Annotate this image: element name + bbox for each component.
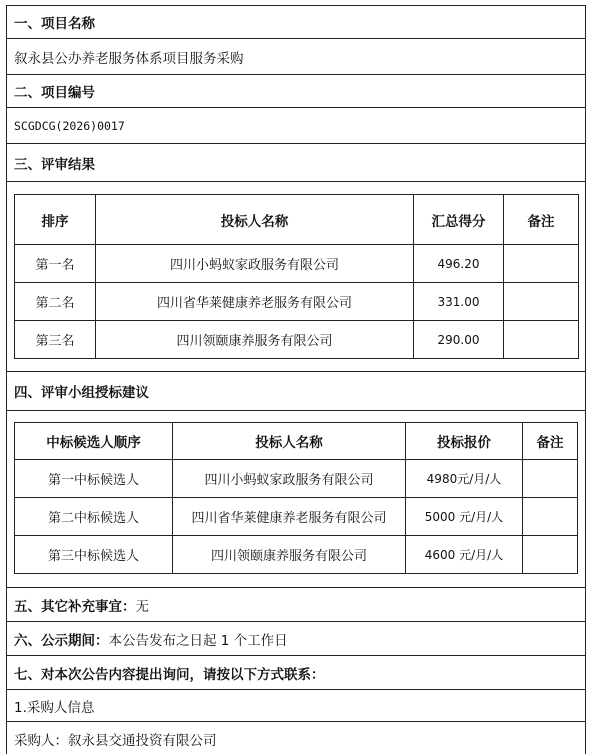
header-bidder-name: 投标人名称 (173, 423, 406, 460)
bidder-name-cell: 四川省华莱健康养老服务有限公司 (96, 283, 414, 321)
section-project-name-title (7, 6, 585, 39)
section-label: 五、其它补充事宜： (14, 598, 136, 615)
section-label: 六、公示期间： (14, 632, 109, 649)
project-name-row (7, 39, 585, 75)
buyer-info-heading: 1.采购人信息 (14, 699, 95, 716)
rank-cell: 第二名 (15, 283, 96, 321)
table-row (15, 498, 578, 536)
project-number: SCGDCG(2026)0017 (14, 118, 125, 133)
score-cell: 290.00 (414, 321, 504, 359)
note-cell (504, 283, 579, 321)
section-other-matters (7, 588, 585, 622)
table-row (15, 460, 578, 498)
score-cell: 331.00 (414, 283, 504, 321)
publicity-period-value: 本公告发布之日起 1 个工作日 (108, 632, 288, 649)
bidder-name-cell: 四川省华莱健康养老服务有限公司 (173, 498, 406, 536)
rank-cell: 第三名 (15, 321, 96, 359)
bidder-name-cell: 四川领颐康养服务有限公司 (173, 536, 406, 574)
section-title: 三、评审结果 (14, 156, 95, 173)
section-title: 一、项目名称 (14, 16, 95, 32)
buyer-name: 采购人：叙永县交通投资有限公司 (14, 732, 217, 749)
header-note: 备注 (523, 423, 578, 460)
section-title: 七、对本次公告内容提出询问，请按以下方式联系： (14, 666, 325, 683)
bidder-name-cell: 四川小蚂蚁家政服务有限公司 (173, 460, 406, 498)
header-bidder-name: 投标人名称 (96, 195, 414, 245)
section-title: 二、项目编号 (14, 85, 95, 101)
candidate-order-cell: 第一中标候选人 (15, 460, 173, 498)
other-matters-value: 无 (135, 598, 149, 615)
candidate-order-cell: 第二中标候选人 (15, 498, 173, 536)
section-title: 四、评审小组授标建议 (14, 385, 149, 401)
note-cell (523, 498, 578, 536)
header-bid-price: 投标报价 (406, 423, 523, 460)
section-award-recommendation-title (7, 372, 585, 411)
buyer-info-heading-row (7, 690, 585, 722)
results-header-row (15, 195, 579, 245)
section-contact-title (7, 656, 585, 690)
candidate-order-cell: 第三中标候选人 (15, 536, 173, 574)
score-cell: 496.20 (414, 245, 504, 283)
section-publicity-period (7, 622, 585, 656)
header-candidate-order: 中标候选人顺序 (15, 423, 173, 460)
note-cell (523, 536, 578, 574)
review-results-table (14, 194, 579, 359)
table-row (15, 245, 579, 283)
announcement-page (6, 5, 586, 754)
bidder-name-cell: 四川领颐康养服务有限公司 (96, 321, 414, 359)
header-rank: 排序 (15, 195, 96, 245)
header-total-score: 汇总得分 (414, 195, 504, 245)
table-row (15, 536, 578, 574)
award-recommendation-table (14, 422, 578, 574)
section-review-results-title (7, 144, 585, 182)
rank-cell: 第一名 (15, 245, 96, 283)
note-cell (523, 460, 578, 498)
buyer-row (7, 722, 585, 755)
bid-price-cell: 4600 元/月/人 (406, 536, 523, 574)
project-name: 叙永县公办养老服务体系项目服务采购 (14, 50, 244, 67)
bidder-name-cell: 四川小蚂蚁家政服务有限公司 (96, 245, 414, 283)
bid-price-cell: 5000 元/月/人 (406, 498, 523, 536)
note-cell (504, 245, 579, 283)
table-row (15, 283, 579, 321)
project-number-row (7, 108, 585, 144)
section-project-number-title (7, 75, 585, 108)
table-row (15, 321, 579, 359)
bid-price-cell: 4980元/月/人 (406, 460, 523, 498)
note-cell (504, 321, 579, 359)
award-header-row (15, 423, 578, 460)
header-note: 备注 (504, 195, 579, 245)
